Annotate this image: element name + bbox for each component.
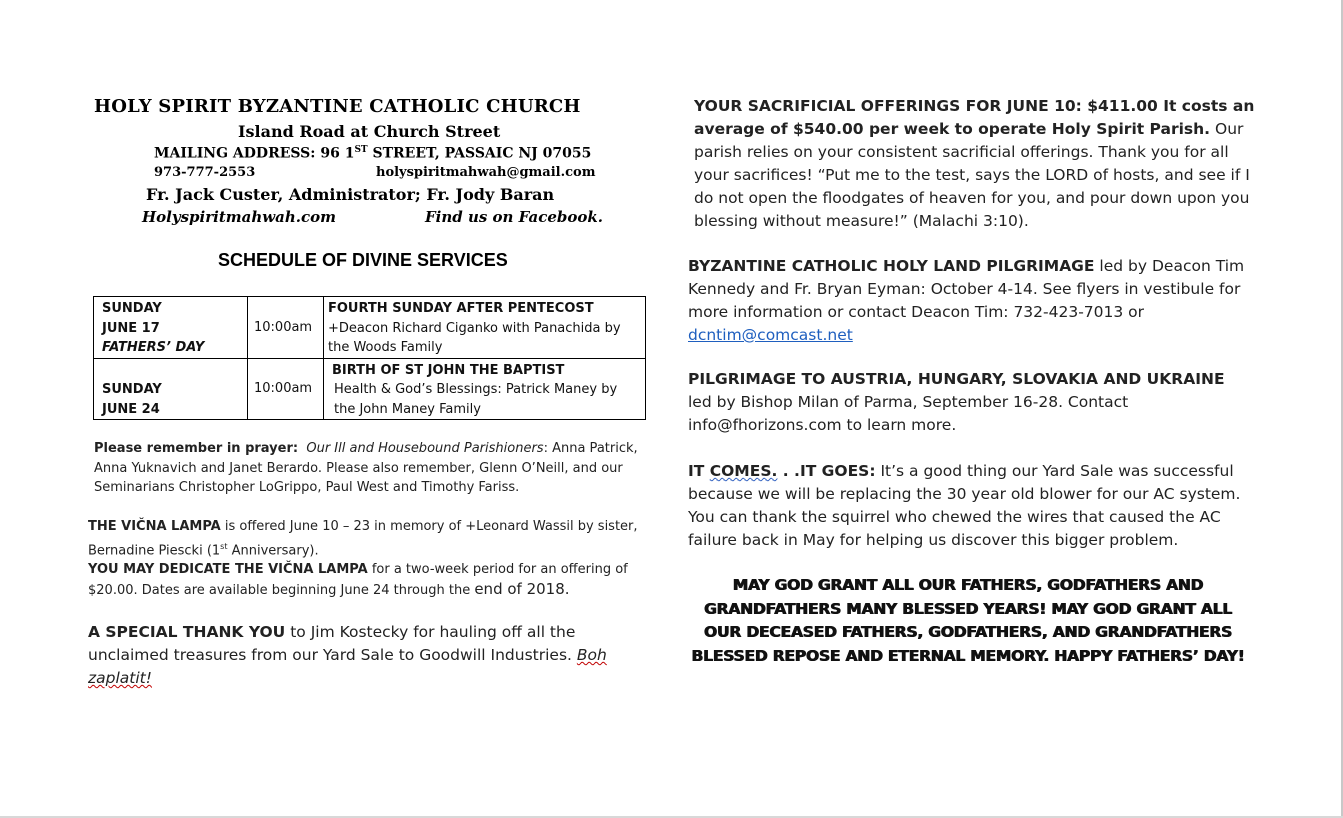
thanks-label: A SPECIAL THANK YOU [88,623,286,641]
itcomes-text: It’s a good thing our Yard Sale was successful because we will be replacing the 30 year old blower for our AC system. You can thank the squirrel who chewed the wires that caused the AC failure back in May for helping us discover this bigger problem. [688,462,1241,549]
vicna-dedicate-end: end of 2018. [474,579,570,598]
pilgrimage1-text: led by Deacon Tim Kennedy and Fr. Bryan Eyman: October 4-14. See flyers in vestibule for more information or contact Deacon Tim: 732-423-7013 or [688,257,1245,321]
schedule-time: 10:00am [248,358,324,420]
fathers-day-blessing: MAY GOD GRANT ALL OUR FATHERS, GODFATHERS AND GRANDFATHERS MANY BLESSED YEARS! MAY GOD GRANT ALL OUR DECEASED FATHERS, GODFATHERS, AND GRANDFATHERS BLESSED REPOSE AND ETERNAL MEMORY. HAPPY FATHERS’ DAY! [691,576,1245,665]
church-name: HOLY SPIRIT BYZANTINE CATHOLIC CHURCH [94,96,581,117]
clergy-line: Fr. Jack Custer, Administrator; Fr. Jody Baran [146,185,555,204]
prayer-group: Our Ill and Housebound Parishioners [306,441,544,456]
vicna-dedicate-text: for a two-week period for an offering of $20.00. Dates are available beginning June 24 through the [88,562,628,598]
facebook-note: Find us on Facebook. [425,208,604,226]
prayer-text: : Anna Patrick, Anna Yuknavich and Janet Berardo. Please also remember, Glenn O’Neill, and our Seminarians Christopher LoGrippo, Paul West and Timothy Fariss. [94,441,638,495]
schedule-service: FOURTH SUNDAY AFTER PENTECOST [328,301,594,316]
it-comes-paragraph [688,460,1248,552]
schedule-note: FATHERS’ DAY [102,340,205,355]
prayer-label: Please remember in prayer: [94,441,299,456]
phone-number: 973-777-2553 [154,165,256,180]
table-row [94,297,646,359]
schedule-time: 10:00am [248,297,324,359]
schedule-service-cell [324,358,646,420]
prayer-paragraph [94,439,654,498]
mailing-suffix: STREET, PASSAIC NJ 07055 [367,145,592,162]
thanks-phrase: Boh zaplatit! [88,646,607,687]
schedule-date: JUNE 24 [102,401,160,417]
vicna-label: THE VIČNA LAMPA [88,519,221,534]
pilgrimage2-text: led by Bishop Milan of Parma, September 16-28. Contact info@fhorizons.com to learn more. [688,393,1129,434]
email-address: holyspiritmahwah@gmail.com [376,165,596,180]
offerings-bold: YOUR SACRIFICIAL OFFERINGS FOR JUNE 10: $411.00 It costs an average of $540.00 per week to operate Holy Spirit Parish. [694,97,1255,138]
deacon-email-link[interactable]: dcntim@comcast.net [688,326,853,344]
mailing-address [154,145,591,162]
schedule-service: BIRTH OF ST JOHN THE BAPTIST [332,362,565,378]
schedule-day-cell [94,358,248,420]
schedule-table [93,296,646,420]
europe-pilgrimage-paragraph [688,368,1248,437]
schedule-service-cell [324,297,646,359]
itcomes-bold-c: . .IT GOES: [777,462,876,480]
table-row [94,358,646,420]
church-address: Island Road at Church Street [238,122,501,141]
schedule-intention: Health & God’s Blessings: Patrick Maney by the John Maney Family [334,382,618,417]
schedule-intention: +Deacon Richard Ciganko with Panachida by the Woods Family [328,320,621,355]
pilgrimage1-bold: BYZANTINE CATHOLIC HOLY LAND PILGRIMAGE [688,257,1095,275]
mailing-sup: ST [354,145,368,155]
offerings-text: Our parish relies on your consistent sacrificial offerings. Thank you for all your sacrifices! “Put me to the test, says the LORD of hosts, and see if I do not open the floodgates of heaven for you, and pour down upon you blessing without measure!” (Malachi 3:10). [694,120,1250,230]
website: Holyspiritmahwah.com [142,208,337,226]
itcomes-bold-a: IT [688,462,710,480]
itcomes-bold-b: COMES. [709,462,778,480]
thanks-text: to Jim Kostecky for hauling off all the unclaimed treasures from our Yard Sale to Goodwill Industries. [88,623,577,664]
vicna-sup: st [220,541,228,551]
holy-land-pilgrimage-paragraph [688,255,1248,347]
mailing-prefix: MAILING ADDRESS: 96 1 [154,145,355,162]
schedule-day: SUNDAY [102,382,162,397]
thanks-paragraph [88,621,648,690]
pilgrimage2-bold: PILGRIMAGE TO AUSTRIA, HUNGARY, SLOVAKIA AND UKRAINE [688,370,1225,388]
schedule-title: SCHEDULE OF DIVINE SERVICES [218,250,508,270]
vicna-text: is offered June 10 – 23 in memory of +Leonard Wassil by sister, Bernadine Piescki (1 [88,519,638,558]
vicna-dedicate-label: YOU MAY DEDICATE THE VIČNA LAMPA [88,562,368,578]
vicna-lampa-paragraph [88,517,648,600]
schedule-day: SUNDAY [102,301,162,316]
vicna-text-end: Anniversary). [227,542,319,558]
schedule-day-cell [94,297,248,359]
offerings-paragraph [694,95,1264,233]
schedule-date: JUNE 17 [102,320,160,336]
